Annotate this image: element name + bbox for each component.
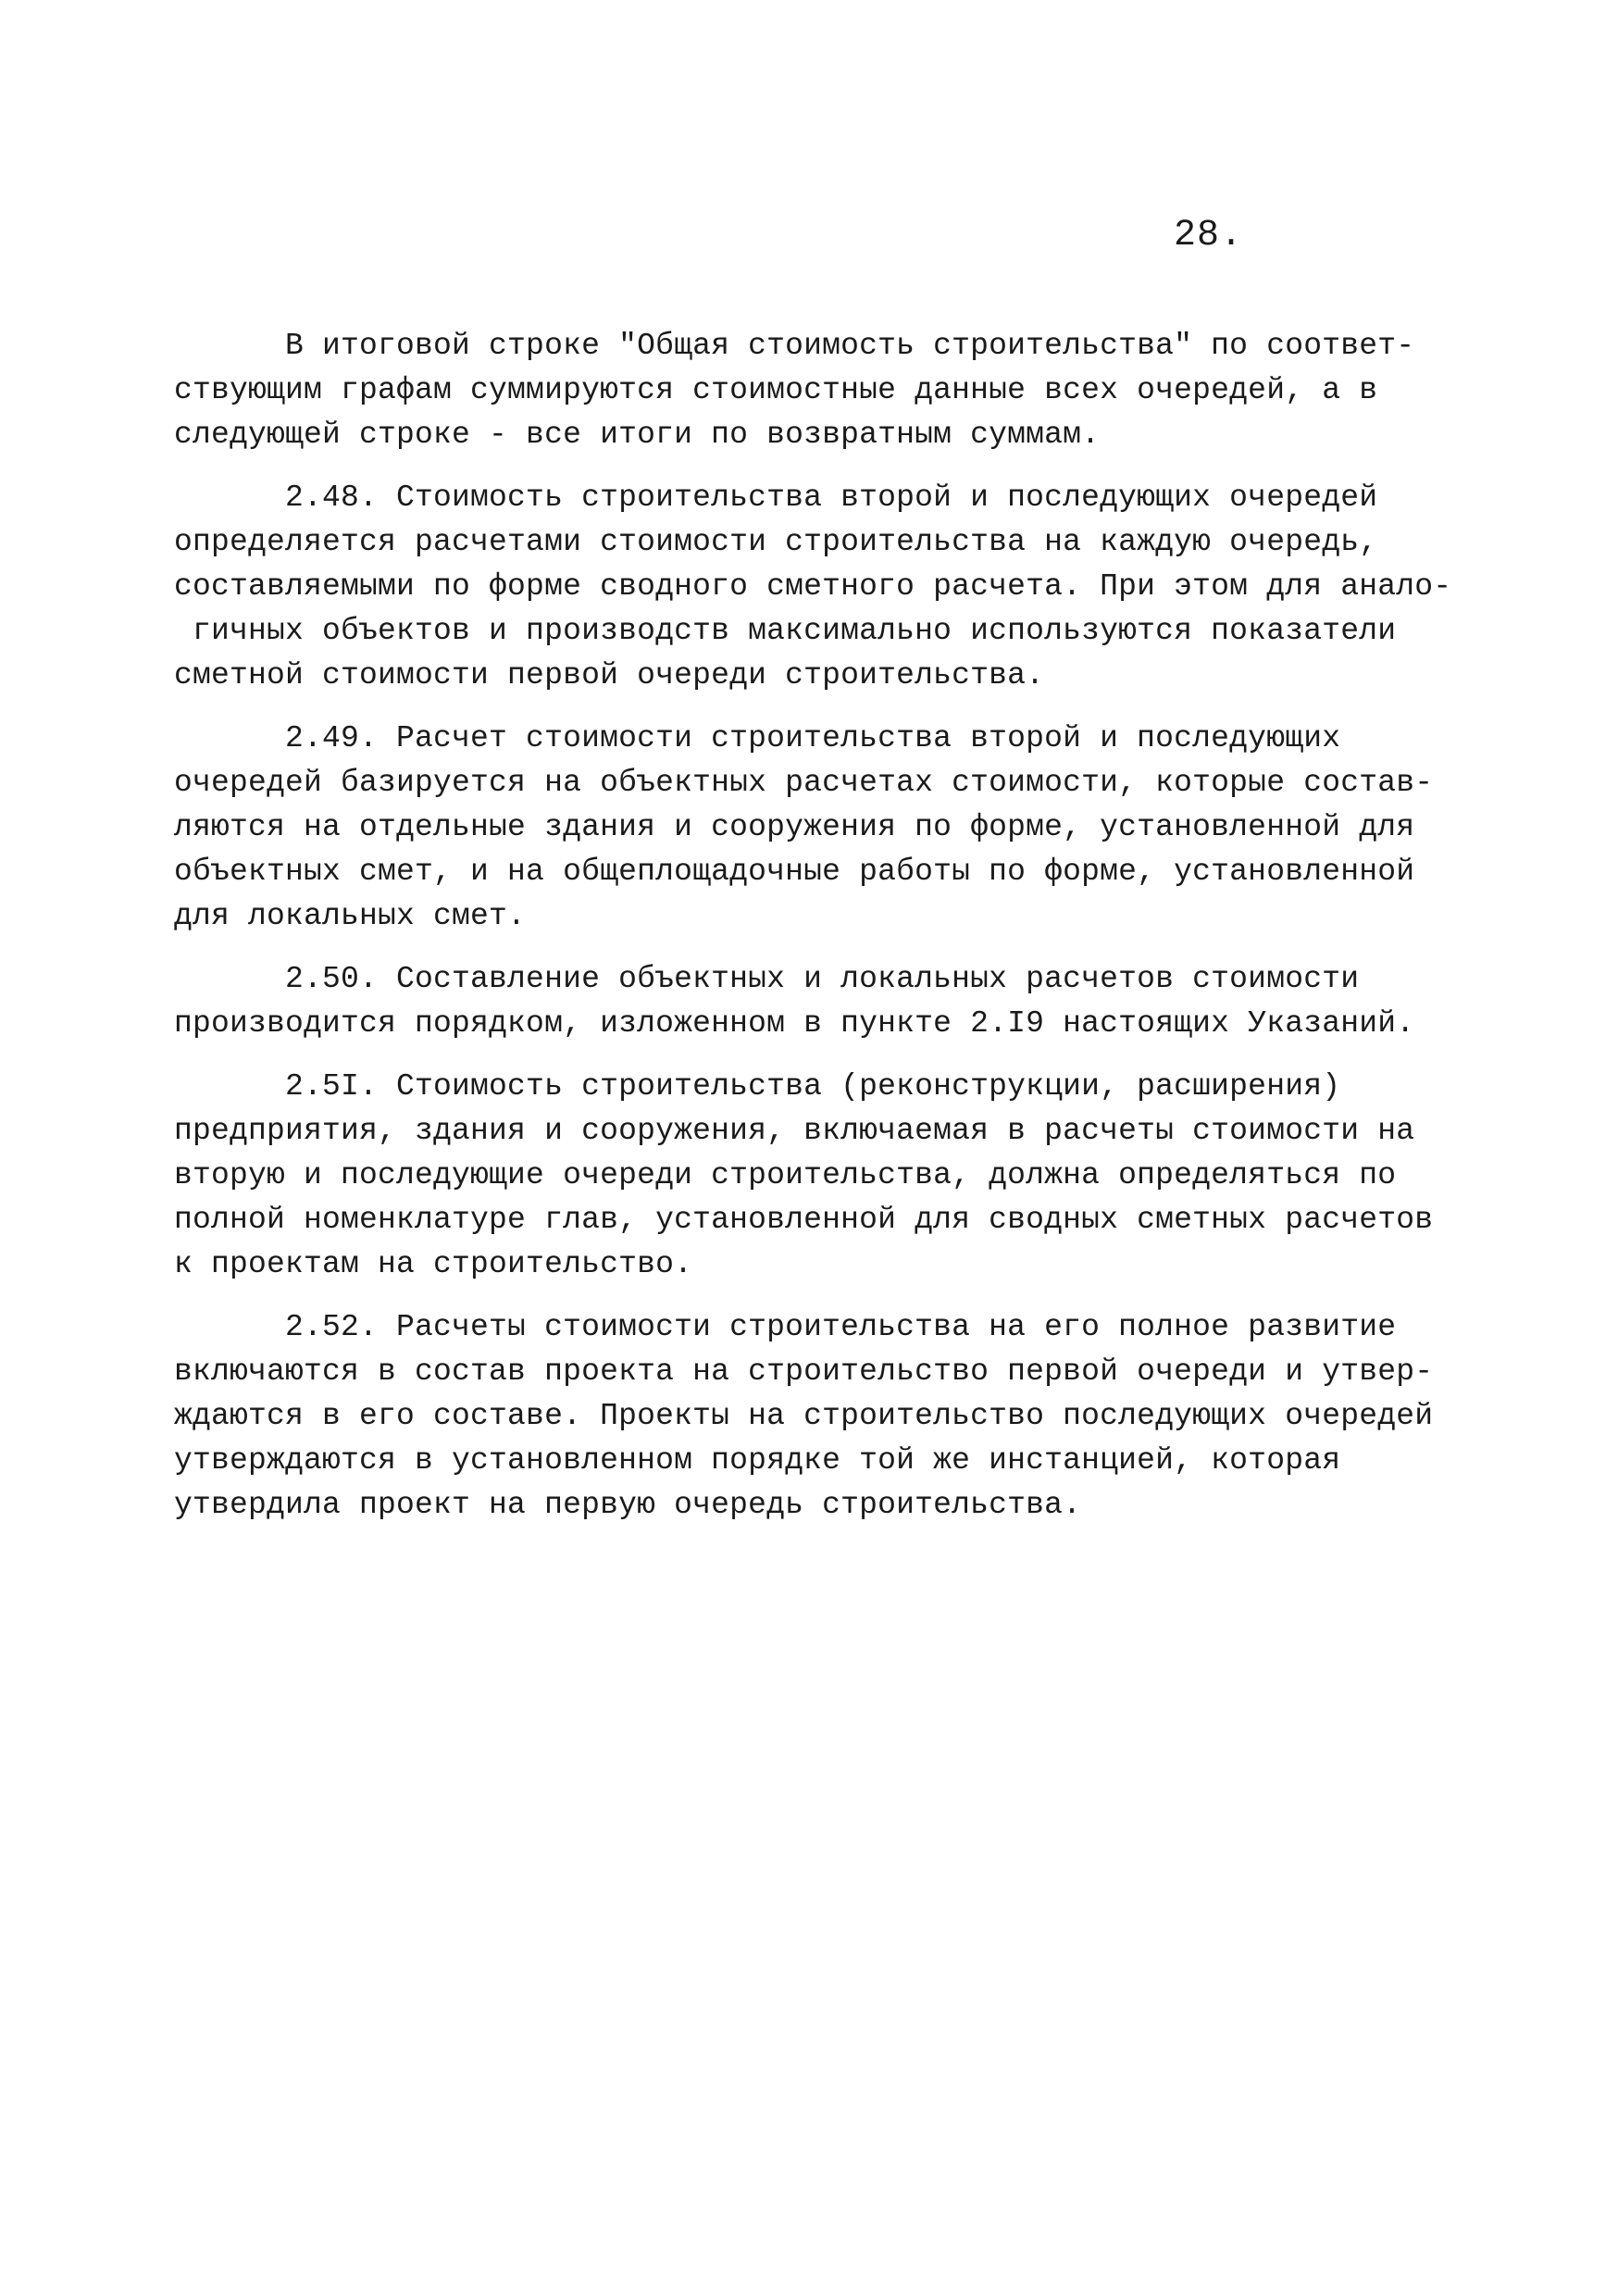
text-line: вторую и последующие очереди строительства, должна определяться по — [174, 1158, 1397, 1192]
text-line: утвердила проект на первую очередь строительства. — [174, 1488, 1082, 1522]
paragraph-2-51 — [174, 1065, 1451, 1287]
text-line: ляются на отдельные здания и сооружения по форме, установленной для — [174, 810, 1415, 844]
text-line: 2.50. Составление объектных и локальных расчетов стоимости — [174, 962, 1360, 996]
text-line: 2.52. Расчеты стоимости строительства на его полное развитие — [174, 1310, 1397, 1344]
text-line: 2.5I. Стоимость строительства (реконструкции, расширения) — [174, 1069, 1341, 1104]
text-line: для локальных смет. — [174, 899, 527, 933]
text-line: утверждаются в установленном порядке той же инстанцией, которая — [174, 1443, 1341, 1478]
document-body — [174, 324, 1451, 1546]
text-line: следующей строке - все итоги по возвратным суммам. — [174, 418, 1101, 452]
text-line: ждаются в его составе. Проекты на строительство последующих очередей — [174, 1399, 1434, 1433]
text-line: определяется расчетами стоимости строительства на каждую очередь, — [174, 525, 1378, 559]
paragraph-2-49 — [174, 717, 1451, 939]
paragraph-2-48 — [174, 476, 1451, 698]
paragraph-2-52 — [174, 1305, 1451, 1528]
text-line: объектных смет, и на общеплощадочные работы по форме, установленной — [174, 855, 1415, 889]
text-line: 2.49. Расчет стоимости строительства второй и последующих — [174, 721, 1341, 755]
paragraph-2-50 — [174, 957, 1451, 1046]
text-line: составляемыми по форме сводного сметного расчета. При этом для анало- — [174, 569, 1452, 604]
text-line: к проектам на строительство. — [174, 1247, 693, 1281]
text-line: 2.48. Стоимость строительства второй и последующих очередей — [174, 480, 1378, 515]
text-line: сметной стоимости первой очереди строительства. — [174, 658, 1045, 693]
text-line: полной номенклатуре глав, установленной для сводных сметных расчетов — [174, 1203, 1434, 1237]
text-line: очередей базируется на объектных расчетах стоимости, которые состав- — [174, 766, 1434, 800]
paragraph-summary-row — [174, 324, 1451, 457]
text-line: производится порядком, изложенном в пункте 2.I9 настоящих Указаний. — [174, 1006, 1415, 1041]
text-line: ствующим графам суммируются стоимостные данные всех очередей, а в — [174, 373, 1378, 407]
text-line: включаются в состав проекта на строительство первой очереди и утвер- — [174, 1354, 1434, 1389]
text-line: В итоговой строке "Общая стоимость строительства" по соответ- — [174, 329, 1415, 363]
text-line: гичных объектов и производств максимально используются показатели — [174, 614, 1397, 648]
page-number: 28. — [1174, 215, 1244, 256]
text-line: предприятия, здания и сооружения, включаемая в расчеты стоимости на — [174, 1114, 1415, 1148]
